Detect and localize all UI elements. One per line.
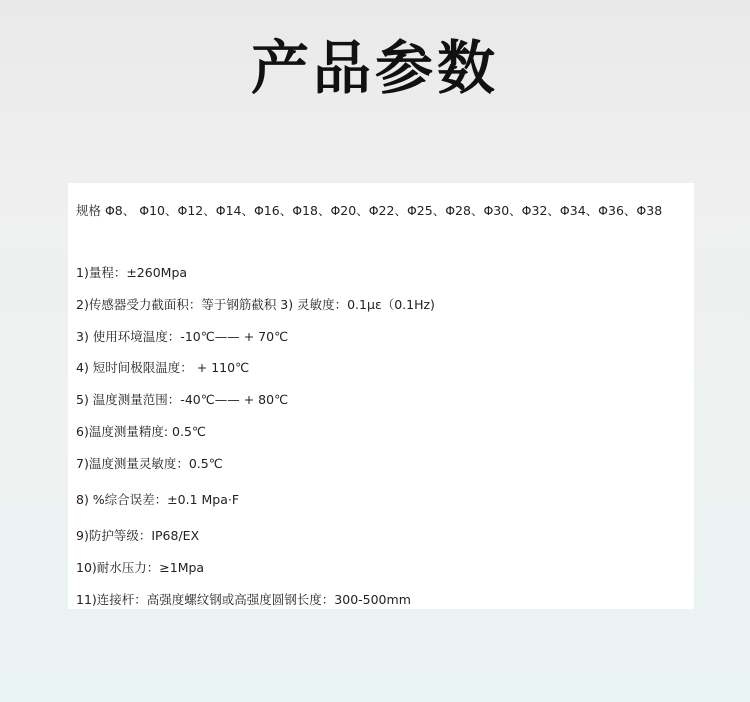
spec-item: 7)温度测量灵敏度：0.5℃: [76, 456, 223, 471]
spec-panel: [68, 183, 694, 609]
spec-item: 10)耐水压力：≥1Mpa: [76, 560, 205, 575]
page-title: 产品参数: [250, 34, 499, 102]
spec-item: 1)量程：±260Mpa: [76, 265, 188, 280]
spec-item: 4) 短时间极限温度： + 110℃: [76, 360, 250, 375]
spec-item: 3) 使用环境温度：-10℃—— + 70℃: [76, 329, 289, 344]
spec-item: 6)温度测量精度: 0.5℃: [76, 424, 206, 439]
spec-item: 5) 温度测量范围：-40℃—— + 80℃: [76, 392, 289, 407]
spec-item: 2)传感器受力截面积：等于钢筋截积 3) 灵敏度：0.1με（0.1Hz): [76, 297, 435, 312]
spec-size-line: 规格 Φ8、 Φ10、Φ12、Φ14、Φ16、Φ18、Φ20、Φ22、Φ25、Φ28、Φ30、Φ32、Φ34、Φ36、Φ38: [76, 203, 663, 218]
spec-item: 8) %综合误差：±0.1 Mpa·F: [76, 492, 240, 507]
spec-item: 11)连接杆：高强度螺纹钢或高强度圆钢长度：300-500mm: [76, 592, 411, 607]
spec-item: 9)防护等级：IP68/EX: [76, 528, 200, 543]
